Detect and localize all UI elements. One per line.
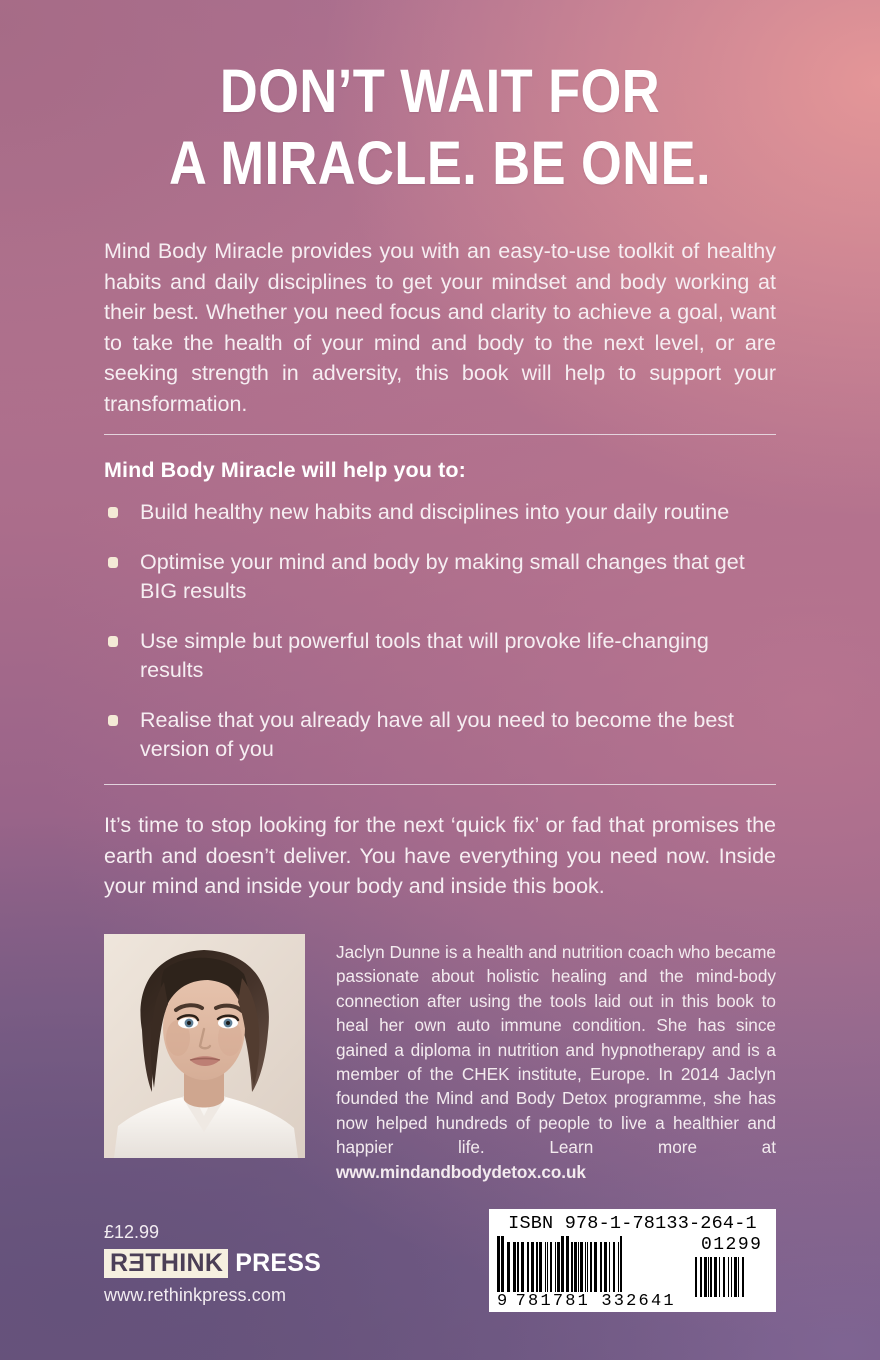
ean13-barcode: [497, 1236, 681, 1310]
bullet-square-icon: [108, 557, 118, 568]
publisher-logo-word: PRESS: [235, 1249, 321, 1277]
bullet-square-icon: [108, 636, 118, 647]
author-website-link[interactable]: www.mindandbodydetox.co.uk: [336, 1161, 586, 1182]
publisher-url: www.rethinkpress.com: [104, 1285, 287, 1305]
logo-letter-r: R: [110, 1249, 129, 1277]
intro-paragraph: Mind Body Miracle provides you with an easy-to-use toolkit of healthy habits and daily disciplines to get your mindset and body working at their best. Whether you need focus and clarity to achieve a goal, want to take the health of your mind and body to the next level, or are seeking strength in adversity, this book will help to support your transformation.: [104, 239, 776, 416]
price-label: £12.99: [104, 1222, 160, 1242]
headline-line-2: A MIRACLE. BE ONE.: [168, 128, 712, 197]
isbn-label: ISBN: [508, 1213, 554, 1234]
list-item-label: Realise that you already have all you need to become the best version of you: [140, 708, 735, 761]
author-bio: [336, 940, 776, 1184]
barcode-bar: [744, 1257, 745, 1297]
ean13-digits-right: 332641: [601, 1292, 676, 1311]
bullet-square-icon: [108, 507, 118, 518]
logo-letters-think: THINK: [145, 1249, 224, 1277]
ean5-addon-barcode: [695, 1236, 768, 1297]
author-bio-text: Jaclyn Dunne is a health and nutrition coach who became passionate about holistic healing and the mind-body connection after using the tools laid out in this book to heal her own auto immune condition. She has since gained a diploma in nutrition and hypnotherapy and is a member of the CHEK institute, Europe. In 2014 Jaclyn founded the Mind and Body Detox programme, she has now helped hundreds of people to live a healthier and happier life. Learn more at: [336, 942, 776, 1158]
isbn-text: [497, 1214, 768, 1234]
list-item-label: Use simple but powerful tools that will provoke life-changing results: [140, 629, 709, 682]
barcode-bar: [622, 1236, 625, 1292]
list-item-label: Optimise your mind and body by making small changes that get BIG results: [140, 550, 745, 603]
list-item: [104, 627, 776, 685]
divider-bottom: [104, 784, 776, 785]
logo-letter-e-reversed: E: [128, 1249, 146, 1277]
ean13-digit-left: 9: [497, 1292, 508, 1311]
ean5-addon-bars: [695, 1257, 768, 1297]
benefits-heading: Mind Body Miracle will help you to:: [104, 458, 466, 482]
publisher-logo: [104, 1249, 321, 1278]
author-portrait-illustration: [104, 934, 305, 1158]
closing-paragraph: It’s time to stop looking for the next ‘quick fix’ or fad that promises the earth and doesn’t deliver. You have everything you need now. Inside your mind and inside your body and inside this book.: [104, 813, 776, 898]
barcode-row: [497, 1236, 768, 1310]
list-item: [104, 706, 776, 764]
list-item-label: Build healthy new habits and disciplines into your daily routine: [140, 500, 730, 524]
headline-line-1: DON’T WAIT FOR: [219, 57, 661, 125]
ean13-digits-mid: 781781: [515, 1292, 591, 1311]
isbn-number: 978-1-78133-264-1: [564, 1213, 757, 1234]
barcode-block: [489, 1209, 776, 1312]
benefits-list: [104, 498, 776, 785]
ean5-addon-digits: 01299: [700, 1235, 763, 1255]
list-item: [104, 498, 776, 527]
bullet-square-icon: [108, 715, 118, 726]
list-item: [104, 548, 776, 606]
divider-top: [104, 434, 776, 435]
ean13-bars: [497, 1236, 681, 1292]
publisher-logo-mark: [104, 1249, 228, 1278]
headline: [62, 56, 819, 200]
author-photo: [104, 934, 305, 1158]
ean13-digits: [497, 1293, 681, 1310]
